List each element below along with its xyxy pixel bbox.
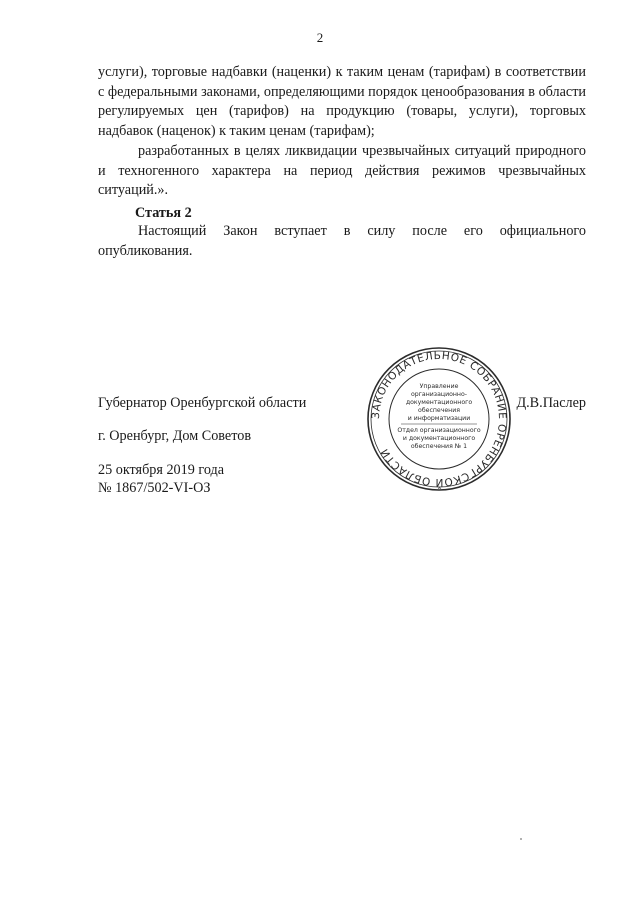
seal-line: документационного bbox=[405, 399, 473, 406]
seal-ring-text: ЗАКОНОДАТЕЛЬНОЕ СОБРАНИЕ ОРЕНБУРГСКОЙ ОБЛАСТИ bbox=[369, 349, 509, 489]
official-seal-icon bbox=[366, 346, 512, 492]
signing-date: 25 октября 2019 года bbox=[98, 462, 225, 478]
seal-line: и информатизации bbox=[407, 415, 471, 422]
signatory-name: Д.В.Паслер bbox=[516, 395, 586, 411]
paragraph-entry-into-force: Настоящий Закон вступает в силу после его официального опубликования. bbox=[98, 223, 586, 259]
seal-line: Управление bbox=[419, 383, 459, 390]
seal-line: обеспечения № 1 bbox=[410, 443, 468, 450]
signing-place: г. Оренбург, Дом Советов bbox=[98, 428, 252, 444]
seal-line: организационно- bbox=[410, 391, 468, 398]
paragraph-prices: услуги), торговые надбавки (наценки) к таким ценам (тарифам) в соответствии с федеральными законами, определяющими порядок ценообразования в области регулируемых цен (тарифов) на продукцию (товары, услуги), торговых надбавок (наценок) к таким ценам (тарифам); bbox=[98, 64, 586, 139]
paragraph-emergency: разработанных в целях ликвидации чрезвычайных ситуаций природного и техногенного характера на период действия режимов чрезвычайных ситуаций.». bbox=[98, 143, 586, 198]
article-heading: Статья 2 bbox=[135, 205, 192, 221]
page-number: 2 bbox=[316, 30, 324, 45]
law-number: № 1867/502-VI-ОЗ bbox=[98, 480, 211, 496]
seal-line: и документационного bbox=[402, 435, 476, 442]
seal-line: Отдел организационного bbox=[397, 427, 481, 434]
signatory-position: Губернатор Оренбургской области bbox=[98, 395, 307, 411]
seal-line: обеспечения bbox=[418, 407, 460, 414]
scan-speck bbox=[520, 838, 522, 840]
